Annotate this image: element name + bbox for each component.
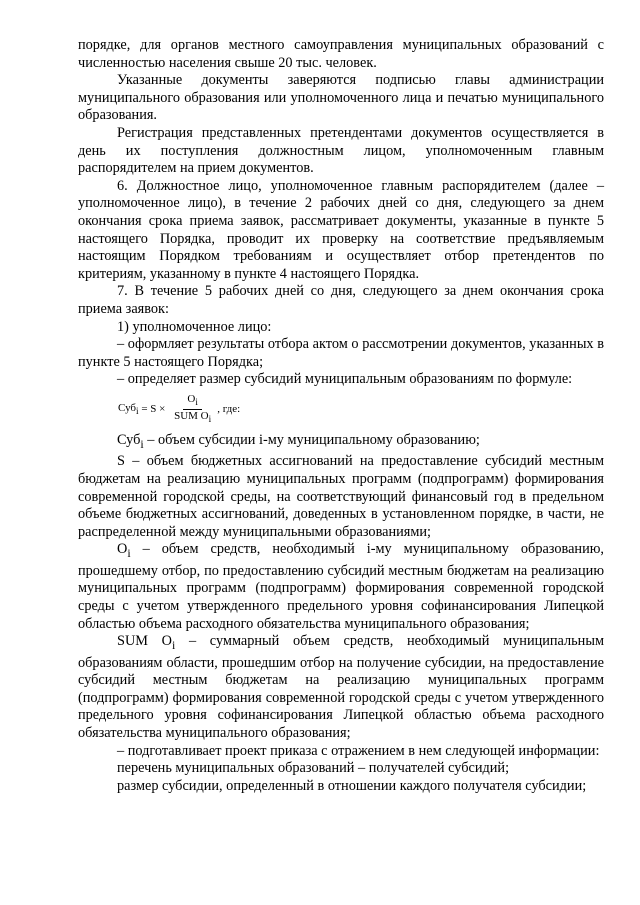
definition-sub-i: Суб$_i$ – объем субсидии i-му муниципальному образованию; [117,431,480,451]
paragraph-prepare-order: – подготавливает проект приказа с отражением в нем следующей информации: [117,742,600,759]
formula-denominator: SUM $O_i$ [174,410,212,425]
paragraph-act-results: – оформляет результаты отбора актом о рассмотрении документов, указанных в пункте 5 настоящего Порядка; [78,336,604,370]
formula-equals: = S × [141,403,166,416]
paragraph-item-6: 6. Должностное лицо, уполномоченное главным распорядителем (далее – уполномоченное лицо), в течение 2 рабочих дней со дня, следующего за днем окончания срока приема заявок, рассматривает документы, указанные в пункте 5 настоящего Порядка, проводит их проверку на соответствие предъявляемым настоящим Порядком требованиям и осуществляет отбор претендентов по критериям, указанному в пункте 4 настоящего Порядка. [78,177,604,282]
formula-lhs: Суб$_i$ [118,401,139,416]
formula-tail: , где: [217,403,241,416]
paragraph-list-municipalities: перечень муниципальных образований – получателей субсидий; [117,760,510,777]
paragraph-intro-continuation: порядке, для органов местного самоуправления муниципальных образований с численностью населения свыше 20 тыс. человек. [78,37,604,71]
subsidy-formula [118,392,604,428]
paragraph-documents-certified: Указанные документы заверяются подписью главы администрации муниципального образования или уполномоченного лица и печатью муниципального образования. [78,72,604,124]
definition-s: S – объем бюджетных ассигнований на предоставление субсидий местным бюджетам на реализацию муниципальных программ (подпрограмм) формирования современной городской среды, на соответствующий финансовый год в предельном объеме бюджетных ассигнований, доведенных в установленном порядке, в части, не распределенной между муниципальными образованиями; [78,453,604,540]
formula-fraction [170,393,215,426]
document-page [78,37,604,795]
definition-o-i: $O_i$ – объем средств, необходимый i-му муниципальному образованию, прошедшему отбор, по предоставлению субсидий местным бюджетам на реализацию муниципальных программ (подпрограмм) формирования современной городской среды с учетом утвержденного предельного уровня софинансирования Липецкой областью объема расходного обязательства муниципального образования; [78,541,604,632]
paragraph-determine-size: – определяет размер субсидий муниципальным образованиям по формуле: [117,371,573,388]
paragraph-registration: Регистрация представленных претендентами документов осуществляется в день их поступления должностным лицом, уполномоченным главным распорядителем на прием документов. [78,124,604,177]
formula-numerator: $O_i$ [183,393,202,410]
paragraph-subsidy-size: размер субсидии, определенный в отношении каждого получателя субсидии; [117,777,587,794]
paragraph-item-7: 7. В течение 5 рабочих дней со дня, следующего за днем окончания срока приема заявок: [78,283,604,317]
paragraph-authorized-person: 1) уполномоченное лицо: [117,318,272,335]
definition-sum-o-i: SUM $O_i$ – суммарный объем средств, необходимый муниципальным образованиям области, прошедшим отбор на получение субсидии, на предоставление субсидий местным бюджетам на реализацию муниципальных программ (подпрограмм) формирования современной городской среды с учетом утвержденного предельного уровня софинансирования Липецкой областью объема расходного обязательства муниципального образования; [78,633,604,741]
